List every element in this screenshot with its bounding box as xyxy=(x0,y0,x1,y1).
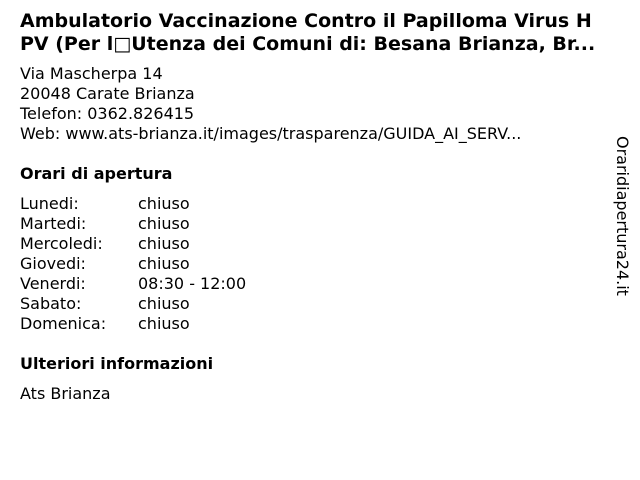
day-label: Sabato: xyxy=(20,294,82,313)
title-line-2: PV (Per l□Utenza dei Comuni di: Besana Brianza, Br... xyxy=(20,33,596,55)
hours-row xyxy=(20,314,246,334)
hours-row xyxy=(20,214,246,234)
further-info-text: Ats Brianza xyxy=(20,384,111,403)
day-label: Martedi: xyxy=(20,214,87,233)
hours-row xyxy=(20,254,246,274)
day-hours: chiuso xyxy=(138,194,190,213)
day-hours: chiuso xyxy=(138,314,190,333)
day-label: Giovedi: xyxy=(20,254,86,273)
day-label: Lunedi: xyxy=(20,194,79,213)
hours-row xyxy=(20,294,246,314)
street-address: Via Mascherpa 14 xyxy=(20,64,163,83)
title-line-1: Ambulatorio Vaccinazione Contro il Papilloma Virus H xyxy=(20,10,592,32)
hours-row xyxy=(20,274,246,294)
phone-number: Telefon: 0362.826415 xyxy=(20,104,195,123)
page-title xyxy=(20,10,620,56)
day-hours: chiuso xyxy=(138,214,190,233)
hours-row xyxy=(20,194,246,214)
day-label: Mercoledi: xyxy=(20,234,103,253)
website-link[interactable]: Web: www.ats-brianza.it/images/trasparenza/GUIDA_AI_SERV... xyxy=(20,124,522,143)
city-address: 20048 Carate Brianza xyxy=(20,84,195,103)
day-hours: chiuso xyxy=(138,294,190,313)
opening-hours-table xyxy=(20,194,246,334)
opening-hours-heading: Orari di apertura xyxy=(20,164,173,183)
day-hours: chiuso xyxy=(138,234,190,253)
further-info-heading: Ulteriori informazioni xyxy=(20,354,214,373)
hours-row xyxy=(20,234,246,254)
day-hours: chiuso xyxy=(138,254,190,273)
day-label: Domenica: xyxy=(20,314,107,333)
site-watermark: Oraridiapertura24.it xyxy=(613,136,632,296)
address-block xyxy=(20,64,600,144)
day-label: Venerdi: xyxy=(20,274,86,293)
day-hours: 08:30 - 12:00 xyxy=(138,274,247,293)
